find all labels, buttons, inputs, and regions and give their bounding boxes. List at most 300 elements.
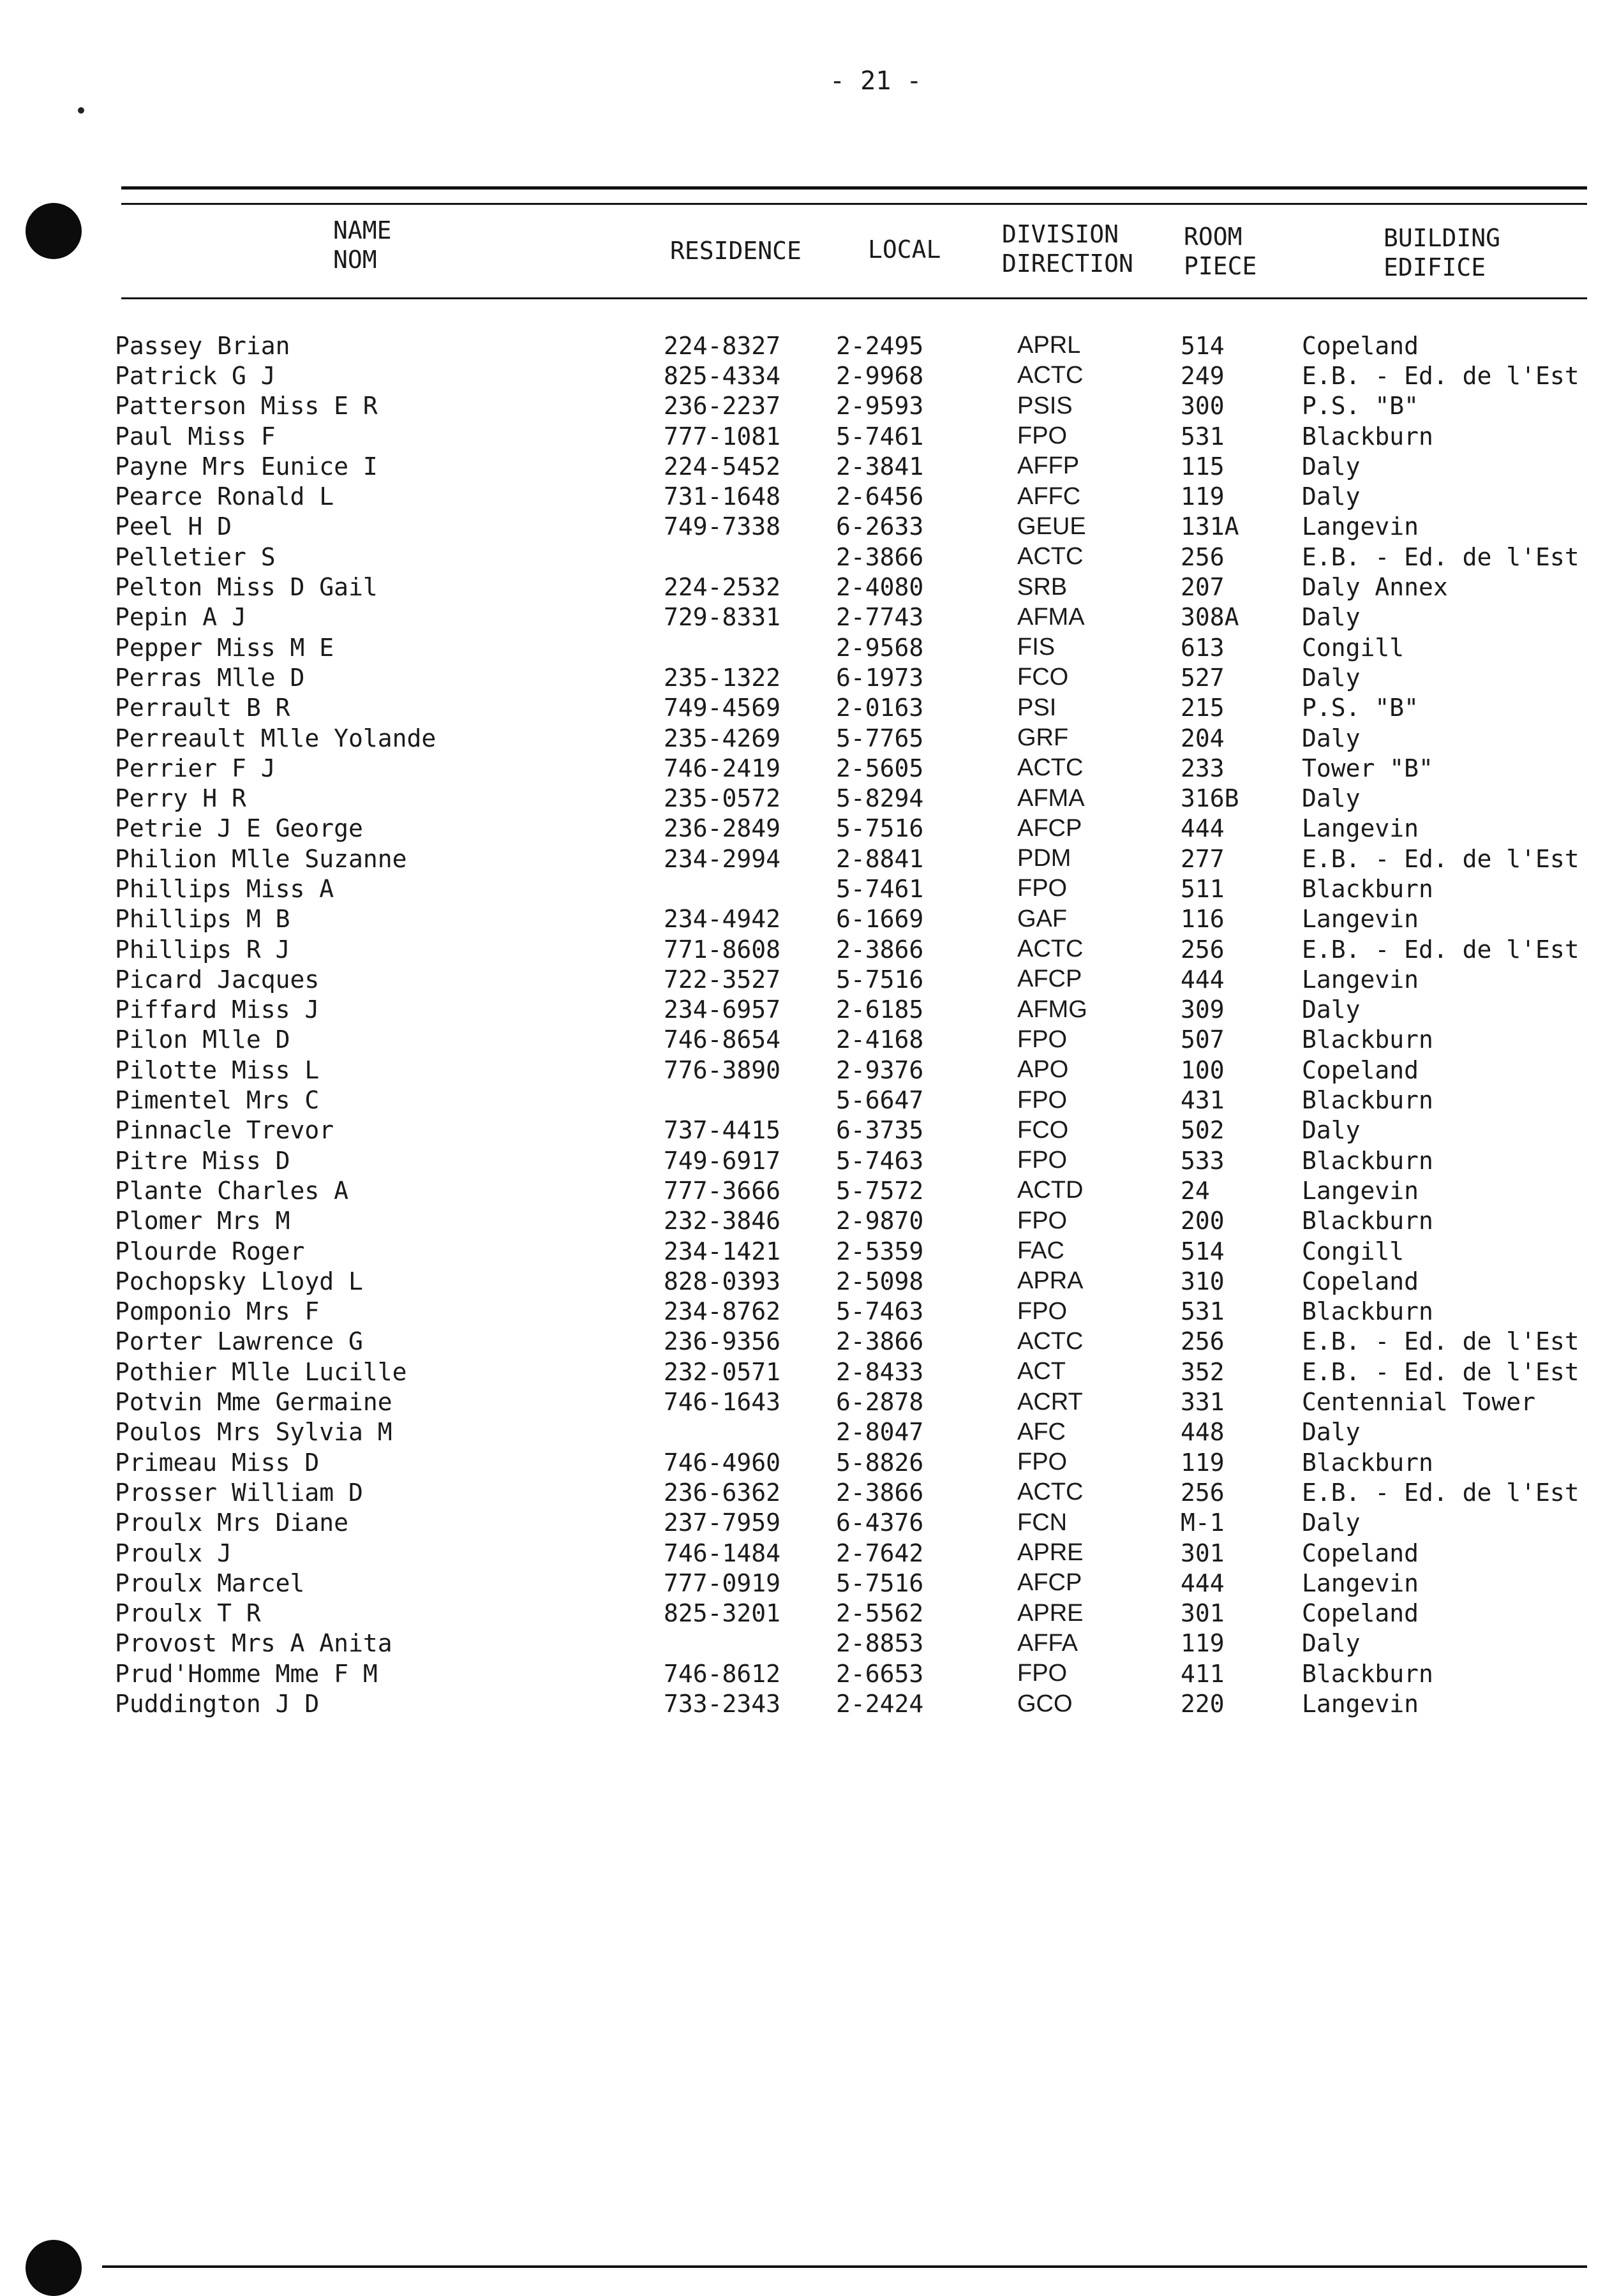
residence-cell: 237-7959 (664, 1509, 781, 1537)
residence-cell: 777-3666 (664, 1176, 781, 1205)
residence-cell: 235-4269 (664, 724, 781, 752)
local-cell: 5-7516 (836, 965, 924, 994)
division-cell: FPO (1017, 1147, 1068, 1174)
residence-cell: 746-8612 (664, 1659, 781, 1688)
header-room: ROOM PIECE (1184, 223, 1257, 280)
residence-cell: 224-5452 (664, 452, 781, 481)
table-row (115, 753, 1595, 783)
local-cell: 2-3866 (836, 1327, 924, 1356)
room-cell: 531 (1181, 422, 1225, 451)
division-cell: PDM (1017, 845, 1071, 872)
local-cell: 2-6653 (836, 1659, 924, 1688)
room-cell: 277 (1181, 844, 1225, 873)
room-cell: 119 (1181, 1448, 1225, 1477)
local-cell: 2-9968 (836, 361, 924, 390)
local-cell: 2-4168 (836, 1025, 924, 1054)
room-cell: 507 (1181, 1025, 1225, 1054)
local-cell: 2-4080 (836, 573, 924, 602)
table-row (115, 783, 1595, 813)
header-rule (121, 297, 1587, 299)
building-cell: Daly (1302, 724, 1361, 752)
table-row (115, 1688, 1595, 1718)
division-cell: FPO (1017, 1449, 1068, 1476)
table-row (115, 542, 1595, 572)
division-cell: ACTC (1017, 1327, 1084, 1355)
room-cell: 448 (1181, 1418, 1225, 1447)
table-row (115, 995, 1595, 1025)
table-row (115, 1025, 1595, 1055)
name-cell: Prosser William D (115, 1478, 363, 1507)
division-cell: FPO (1017, 1025, 1068, 1053)
local-cell: 5-8826 (836, 1448, 924, 1477)
building-cell: Congill (1302, 633, 1405, 662)
local-cell: 5-7461 (836, 422, 924, 451)
name-cell: Paul Miss F (115, 422, 276, 451)
local-cell: 2-0163 (836, 694, 924, 722)
building-cell: Daly (1302, 603, 1361, 632)
division-cell: GAF (1017, 905, 1068, 932)
name-cell: Pochopsky Lloyd L (115, 1267, 363, 1295)
name-cell: Proulx J (115, 1539, 232, 1567)
name-cell: Phillips Miss A (115, 874, 334, 903)
division-cell: FCO (1017, 664, 1069, 691)
division-cell: AFCP (1017, 965, 1082, 993)
table-row (115, 1297, 1595, 1327)
top-rule-thin (121, 203, 1587, 205)
table-row (115, 874, 1595, 904)
table-row (115, 512, 1595, 542)
top-rule (121, 186, 1587, 190)
building-cell: Langevin (1302, 905, 1419, 934)
residence-cell: 825-3201 (664, 1599, 781, 1628)
table-row (115, 1447, 1595, 1477)
name-cell: Pimentel Mrs C (115, 1086, 320, 1115)
division-cell: ACT (1017, 1358, 1066, 1385)
residence-cell: 722-3527 (664, 965, 781, 994)
room-cell: 119 (1181, 482, 1225, 511)
table-row (115, 421, 1595, 451)
residence-cell: 737-4415 (664, 1116, 781, 1145)
table-row (115, 1508, 1595, 1538)
name-cell: Piffard Miss J (115, 995, 320, 1024)
room-cell: 24 (1181, 1176, 1210, 1205)
table-row (115, 1115, 1595, 1145)
room-cell: 352 (1181, 1357, 1225, 1386)
building-cell: E.B. - Ed. de l'Est (1302, 844, 1579, 873)
division-cell: AFFP (1017, 452, 1080, 480)
building-cell: Langevin (1302, 814, 1419, 843)
residence-cell: 749-4569 (664, 694, 781, 722)
local-cell: 6-4376 (836, 1509, 924, 1537)
residence-cell: 236-2849 (664, 814, 781, 843)
table-row (115, 1568, 1595, 1598)
table-row (115, 1206, 1595, 1236)
name-cell: Puddington J D (115, 1690, 320, 1718)
building-cell: Daly (1302, 1116, 1361, 1145)
local-cell: 5-7516 (836, 1569, 924, 1597)
building-cell: P.S. "B" (1302, 694, 1419, 722)
table-row (115, 662, 1595, 692)
room-cell: 511 (1181, 874, 1225, 903)
table-row (115, 1175, 1595, 1205)
local-cell: 5-7572 (836, 1176, 924, 1205)
building-cell: Langevin (1302, 965, 1419, 994)
table-row (115, 904, 1595, 934)
residence-cell: 224-2532 (664, 573, 781, 602)
residence-cell (664, 542, 836, 572)
division-cell: PSI (1017, 694, 1057, 721)
name-cell: Picard Jacques (115, 965, 320, 994)
name-cell: Pomponio Mrs F (115, 1297, 320, 1326)
building-cell: Daly (1302, 663, 1361, 692)
local-cell: 2-7642 (836, 1539, 924, 1567)
residence-cell: 825-4334 (664, 361, 781, 390)
building-cell: Copeland (1302, 331, 1419, 360)
name-cell: Perrault B R (115, 694, 290, 722)
name-cell: Pilon Mlle D (115, 1025, 290, 1054)
building-cell: Congill (1302, 1237, 1405, 1265)
building-cell: Langevin (1302, 512, 1419, 541)
table-row (115, 1357, 1595, 1387)
name-cell: Poulos Mrs Sylvia M (115, 1418, 392, 1447)
room-cell: 308A (1181, 603, 1239, 632)
local-cell: 5-8294 (836, 784, 924, 813)
division-cell: ACRT (1017, 1388, 1083, 1415)
room-cell: 531 (1181, 1297, 1225, 1326)
residence-cell: 234-4942 (664, 905, 781, 934)
division-cell: FCN (1017, 1509, 1068, 1536)
residence-cell: 234-8762 (664, 1297, 781, 1326)
table-row (115, 1417, 1595, 1447)
building-cell: Blackburn (1302, 874, 1433, 903)
residence-cell (664, 1417, 836, 1447)
table-row (115, 693, 1595, 723)
residence-cell: 235-1322 (664, 663, 781, 692)
division-cell: FCO (1017, 1116, 1069, 1144)
room-cell: 256 (1181, 1327, 1225, 1356)
division-cell: FPO (1017, 1660, 1068, 1687)
name-cell: Payne Mrs Eunice I (115, 452, 378, 481)
table-row (115, 481, 1595, 511)
name-cell: Phillips M B (115, 905, 290, 934)
division-cell: APRL (1017, 332, 1081, 359)
local-cell: 2-3866 (836, 1478, 924, 1507)
table-row (115, 1266, 1595, 1296)
local-cell: 2-7743 (836, 603, 924, 632)
name-cell: Proulx T R (115, 1599, 261, 1628)
local-cell: 2-9593 (836, 392, 924, 421)
building-cell: E.B. - Ed. de l'Est (1302, 935, 1579, 964)
division-cell: AFCP (1017, 814, 1082, 842)
building-cell: Langevin (1302, 1569, 1419, 1597)
building-cell: Daly (1302, 784, 1361, 813)
division-cell: ACTC (1017, 754, 1084, 782)
residence-cell (664, 874, 836, 904)
room-cell: 527 (1181, 663, 1225, 692)
local-cell: 2-9376 (836, 1055, 924, 1084)
room-cell: 256 (1181, 542, 1225, 571)
local-cell: 5-7461 (836, 874, 924, 903)
name-cell: Pepper Miss M E (115, 633, 334, 662)
table-row (115, 934, 1595, 964)
building-cell: Blackburn (1302, 1025, 1433, 1054)
local-cell: 2-5359 (836, 1237, 924, 1265)
division-cell: FPO (1017, 875, 1068, 902)
building-cell: Daly (1302, 482, 1361, 511)
building-cell: E.B. - Ed. de l'Est (1302, 1327, 1579, 1356)
local-cell: 6-1973 (836, 663, 924, 692)
local-cell: 6-2633 (836, 512, 924, 541)
name-cell: Petrie J E George (115, 814, 363, 843)
table-row (115, 1085, 1595, 1115)
local-cell: 2-8047 (836, 1418, 924, 1447)
building-cell: E.B. - Ed. de l'Est (1302, 542, 1579, 571)
residence-cell: 749-7338 (664, 512, 781, 541)
division-cell: FIS (1017, 634, 1056, 661)
building-cell: Copeland (1302, 1055, 1419, 1084)
residence-cell (664, 1629, 836, 1659)
building-cell: Blackburn (1302, 1207, 1433, 1235)
room-cell: 116 (1181, 905, 1225, 934)
directory-table (115, 331, 1595, 1719)
division-cell: ACTC (1017, 543, 1084, 570)
room-cell: 444 (1181, 814, 1225, 843)
residence-cell: 746-2419 (664, 754, 781, 782)
division-cell: GCO (1017, 1690, 1073, 1717)
residence-cell: 236-6362 (664, 1478, 781, 1507)
building-cell: P.S. "B" (1302, 392, 1419, 421)
name-cell: Proulx Marcel (115, 1569, 305, 1597)
table-row (115, 1659, 1595, 1688)
local-cell: 6-2878 (836, 1388, 924, 1417)
residence-cell: 776-3890 (664, 1055, 781, 1084)
bottom-rule (102, 2265, 1587, 2268)
room-cell: 411 (1181, 1659, 1225, 1688)
local-cell: 2-5605 (836, 754, 924, 782)
division-cell: ACTD (1017, 1177, 1084, 1204)
residence-cell: 777-0919 (664, 1569, 781, 1597)
division-cell: SRB (1017, 573, 1068, 600)
table-row (115, 723, 1595, 753)
room-cell: 300 (1181, 392, 1225, 421)
table-row (115, 632, 1595, 662)
building-cell: Daly (1302, 995, 1361, 1024)
name-cell: Potvin Mme Germaine (115, 1388, 392, 1417)
residence-cell (664, 632, 836, 662)
room-cell: 310 (1181, 1267, 1225, 1295)
name-cell: Perry H R (115, 784, 246, 813)
residence-cell: 746-1484 (664, 1539, 781, 1567)
table-row (115, 361, 1595, 391)
local-cell: 2-8841 (836, 844, 924, 873)
residence-cell: 224-8327 (664, 331, 781, 360)
residence-cell: 236-9356 (664, 1327, 781, 1356)
residence-cell: 733-2343 (664, 1690, 781, 1718)
division-cell: FAC (1017, 1237, 1064, 1265)
header-residence: RESIDENCE (670, 237, 802, 265)
room-cell: 431 (1181, 1086, 1225, 1115)
name-cell: Patterson Miss E R (115, 392, 378, 421)
header-local: LOCAL (868, 235, 941, 264)
name-cell: Plourde Roger (115, 1237, 305, 1265)
name-cell: Phillips R J (115, 935, 290, 964)
table-row (115, 331, 1595, 361)
residence-cell: 234-1421 (664, 1237, 781, 1265)
room-cell: 301 (1181, 1599, 1225, 1628)
room-cell: 533 (1181, 1146, 1225, 1175)
local-cell: 5-7765 (836, 724, 924, 752)
name-cell: Philion Mlle Suzanne (115, 844, 407, 873)
table-row (115, 844, 1595, 874)
division-cell: FPO (1017, 1086, 1068, 1114)
table-row (115, 602, 1595, 632)
building-cell: Copeland (1302, 1599, 1419, 1628)
room-cell: 301 (1181, 1539, 1225, 1567)
name-cell: Pelton Miss D Gail (115, 573, 378, 602)
building-cell: Langevin (1302, 1176, 1419, 1205)
name-cell: Primeau Miss D (115, 1448, 320, 1477)
name-cell: Perras Mlle D (115, 663, 305, 692)
room-cell: M-1 (1181, 1509, 1225, 1537)
name-cell: Prud'Homme Mme F M (115, 1659, 378, 1688)
local-cell: 6-1669 (836, 905, 924, 934)
page-number: - 21 - (830, 66, 922, 96)
division-cell: FPO (1017, 422, 1068, 450)
building-cell: Langevin (1302, 1690, 1419, 1718)
residence-cell: 232-3846 (664, 1207, 781, 1235)
table-row (115, 1598, 1595, 1628)
division-cell: APRE (1017, 1539, 1084, 1567)
local-cell: 5-7463 (836, 1146, 924, 1175)
room-cell: 100 (1181, 1055, 1225, 1084)
building-cell: E.B. - Ed. de l'Est (1302, 361, 1579, 390)
room-cell: 119 (1181, 1629, 1225, 1658)
local-cell: 2-6456 (836, 482, 924, 511)
division-cell: FPO (1017, 1207, 1068, 1234)
residence-cell: 235-0572 (664, 784, 781, 813)
division-cell: AFFA (1017, 1629, 1078, 1657)
division-cell: APRA (1017, 1267, 1084, 1295)
division-cell: AFMA (1017, 603, 1085, 630)
local-cell: 2-3841 (836, 452, 924, 481)
table-row (115, 1538, 1595, 1568)
name-cell: Pilotte Miss L (115, 1055, 320, 1084)
residence-cell: 731-1648 (664, 482, 781, 511)
name-cell: Plomer Mrs M (115, 1207, 290, 1235)
residence-cell: 749-6917 (664, 1146, 781, 1175)
table-row (115, 391, 1595, 421)
residence-cell: 232-0571 (664, 1357, 781, 1386)
division-cell: ACTC (1017, 362, 1084, 389)
building-cell: Copeland (1302, 1267, 1419, 1295)
residence-cell: 771-8608 (664, 935, 781, 964)
local-cell: 2-6185 (836, 995, 924, 1024)
table-row (115, 572, 1595, 602)
name-cell: Pelletier S (115, 542, 276, 571)
speck (78, 107, 84, 114)
name-cell: Perrier F J (115, 754, 276, 782)
table-row (115, 1327, 1595, 1357)
division-cell: AFMA (1017, 784, 1085, 812)
header-division: DIVISION DIRECTION (1002, 220, 1133, 278)
local-cell: 5-6647 (836, 1086, 924, 1115)
header-building: BUILDING EDIFICE (1384, 224, 1501, 281)
residence-cell: 234-2994 (664, 844, 781, 873)
table-row (115, 1629, 1595, 1659)
local-cell: 2-2495 (836, 331, 924, 360)
division-cell: APRE (1017, 1599, 1084, 1627)
name-cell: Pearce Ronald L (115, 482, 334, 511)
punch-hole (26, 2240, 82, 2296)
local-cell: 2-5562 (836, 1599, 924, 1628)
building-cell: Copeland (1302, 1539, 1419, 1567)
residence-cell (664, 1085, 836, 1115)
room-cell: 200 (1181, 1207, 1225, 1235)
local-cell: 2-8433 (836, 1357, 924, 1386)
table-row (115, 1145, 1595, 1175)
local-cell: 2-3866 (836, 935, 924, 964)
residence-cell: 746-1643 (664, 1388, 781, 1417)
room-cell: 256 (1181, 1478, 1225, 1507)
room-cell: 233 (1181, 754, 1225, 782)
building-cell: Tower "B" (1302, 754, 1433, 782)
building-cell: Daly (1302, 1509, 1361, 1537)
local-cell: 5-7463 (836, 1297, 924, 1326)
local-cell: 2-5098 (836, 1267, 924, 1295)
room-cell: 444 (1181, 965, 1225, 994)
local-cell: 2-3866 (836, 542, 924, 571)
table-row (115, 1387, 1595, 1417)
table-row (115, 451, 1595, 481)
building-cell: Blackburn (1302, 1146, 1433, 1175)
local-cell: 2-9870 (836, 1207, 924, 1235)
room-cell: 444 (1181, 1569, 1225, 1597)
division-cell: FPO (1017, 1297, 1068, 1325)
table-row (115, 1236, 1595, 1266)
division-cell: AFMG (1017, 995, 1087, 1023)
building-cell: Daly Annex (1302, 573, 1448, 602)
local-cell: 2-2424 (836, 1690, 924, 1718)
residence-cell: 236-2237 (664, 392, 781, 421)
table-row (115, 1477, 1595, 1507)
building-cell: Blackburn (1302, 1659, 1433, 1688)
table-row (115, 1055, 1595, 1085)
building-cell: Daly (1302, 1418, 1361, 1447)
name-cell: Proulx Mrs Diane (115, 1509, 349, 1537)
residence-cell: 828-0393 (664, 1267, 781, 1295)
name-cell: Pepin A J (115, 603, 246, 632)
residence-cell: 234-6957 (664, 995, 781, 1024)
local-cell: 2-9568 (836, 633, 924, 662)
local-cell: 2-8853 (836, 1629, 924, 1658)
room-cell: 502 (1181, 1116, 1225, 1145)
division-cell: AFC (1017, 1418, 1066, 1445)
room-cell: 215 (1181, 694, 1225, 722)
name-cell: Perreault Mlle Yolande (115, 724, 436, 752)
building-cell: Blackburn (1302, 1448, 1433, 1477)
room-cell: 331 (1181, 1388, 1225, 1417)
room-cell: 131A (1181, 512, 1239, 541)
building-cell: E.B. - Ed. de l'Est (1302, 1357, 1579, 1386)
local-cell: 5-7516 (836, 814, 924, 843)
name-cell: Patrick G J (115, 361, 276, 390)
division-cell: PSIS (1017, 392, 1073, 419)
residence-cell: 746-8654 (664, 1025, 781, 1054)
residence-cell: 746-4960 (664, 1448, 781, 1477)
room-cell: 249 (1181, 361, 1225, 390)
local-cell: 6-3735 (836, 1116, 924, 1145)
name-cell: Pinnacle Trevor (115, 1116, 334, 1145)
